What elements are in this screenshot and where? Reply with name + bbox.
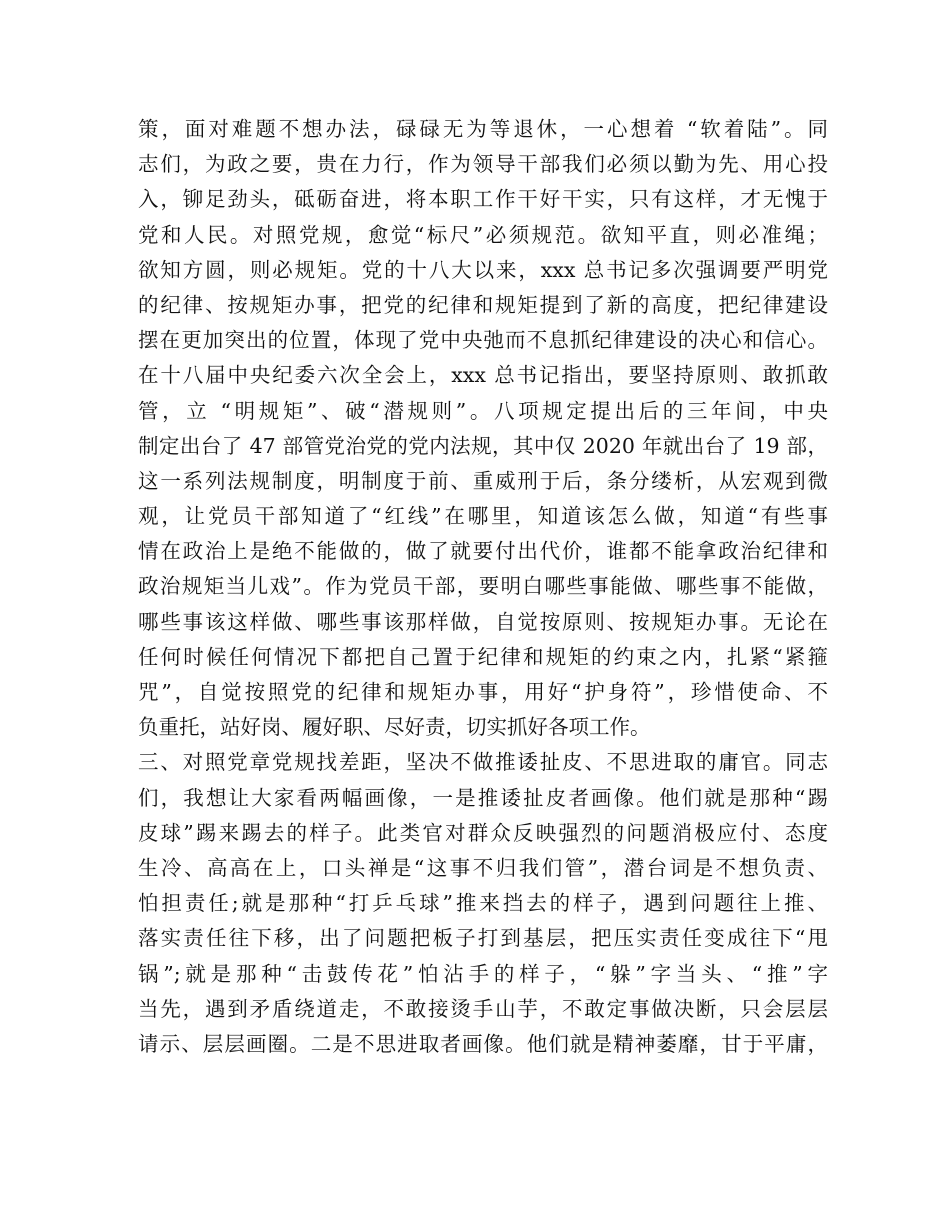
text-line: 请示、层层画圈。二是不思进取者画像。他们就是精神萎靡，甘于平庸， [138,1031,828,1056]
text-line: 情在政治上是绝不能做的，做了就要付出代价，谁都不能拿政治纪律和 [138,539,828,564]
text-line: 当先，遇到矛盾绕道走，不敢接烫手山芋，不敢定事做决断，只会层层 [138,996,828,1021]
text-line: 怕担责任;就是那种“打乒乓球”推来挡去的样子，遇到问题往上推、 [138,891,828,916]
text-line: 管，立 “明规矩”、破“潜规则”。八项规定提出后的三年间，中央 [138,398,828,423]
text-line: 皮球”踢来踢去的样子。此类官对群众反映强烈的问题消极应付、态度 [138,820,828,845]
text-line: 任何时候任何情况下都把自己置于纪律和规矩的约束之内，扎紧“紧箍 [138,644,828,669]
text-line: 摆在更加突出的位置，体现了党中央弛而不息抓纪律建设的决心和信心。 [138,328,828,353]
text-line: 在十八届中央纪委六次全会上，xxx 总书记指出，要坚持原则、敢抓敢 [138,363,828,388]
text-line: 政治规矩当儿戏”。作为党员干部，要明白哪些事能做、哪些事不能做， [138,574,828,599]
text-line: 负重托，站好岗、履好职、尽好责，切实抓好各项工作。 [138,715,651,740]
text-line: 制定出台了 47 部管党治党的党内法规，其中仅 2020 年就出台了 19 部， [138,433,828,458]
text-line: 观，让党员干部知道了“红线”在哪里，知道该怎么做，知道“有些事 [138,504,828,529]
text-line: 锅”;就是那种“击鼓传花”怕沾手的样子，“躲”字当头、“推”字 [138,961,828,986]
text-line: 志们，为政之要，贵在力行，作为领导干部我们必须以勤为先、用心投 [138,152,828,177]
body-text [138,112,828,1062]
text-line: 党和人民。对照党规，愈觉“标尺”必须规范。欲知平直，则必准绳； [138,222,828,247]
text-line: 欲知方圆，则必规矩。党的十八大以来，xxx 总书记多次强调要严明党 [138,257,828,282]
section-heading-line: 三、对照党章党规找差距，坚决不做推诿扯皮、不思进取的庸官。同志 [138,750,828,775]
text-line: 咒”，自觉按照党的纪律和规矩办事，用好“护身符”，珍惜使命、不 [138,680,828,704]
text-line: 的纪律、按规矩办事，把党的纪律和规矩提到了新的高度，把纪律建设 [138,292,828,317]
text-line: 生冷、高高在上，口头禅是“这事不归我们管”，潜台词是不想负责、 [138,855,828,880]
text-line: 落实责任往下移，出了问题把板子打到基层，把压实责任变成往下“甩 [138,926,828,951]
text-line: 入，铆足劲头，砥砺奋进，将本职工作干好干实，只有这样，才无愧于 [138,187,828,212]
text-line: 哪些事该这样做、哪些事该那样做，自觉按原则、按规矩办事。无论在 [138,609,828,634]
text-line: 们，我想让大家看两幅画像，一是推诿扯皮者画像。他们就是那种“踢 [138,785,828,810]
text-line: 这一系列法规制度，明制度于前、重威刑于后，条分缕析，从宏观到微 [138,468,828,493]
text-line: 策，面对难题不想办法，碌碌无为等退休，一心想着 “软着陆”。同 [138,117,828,141]
